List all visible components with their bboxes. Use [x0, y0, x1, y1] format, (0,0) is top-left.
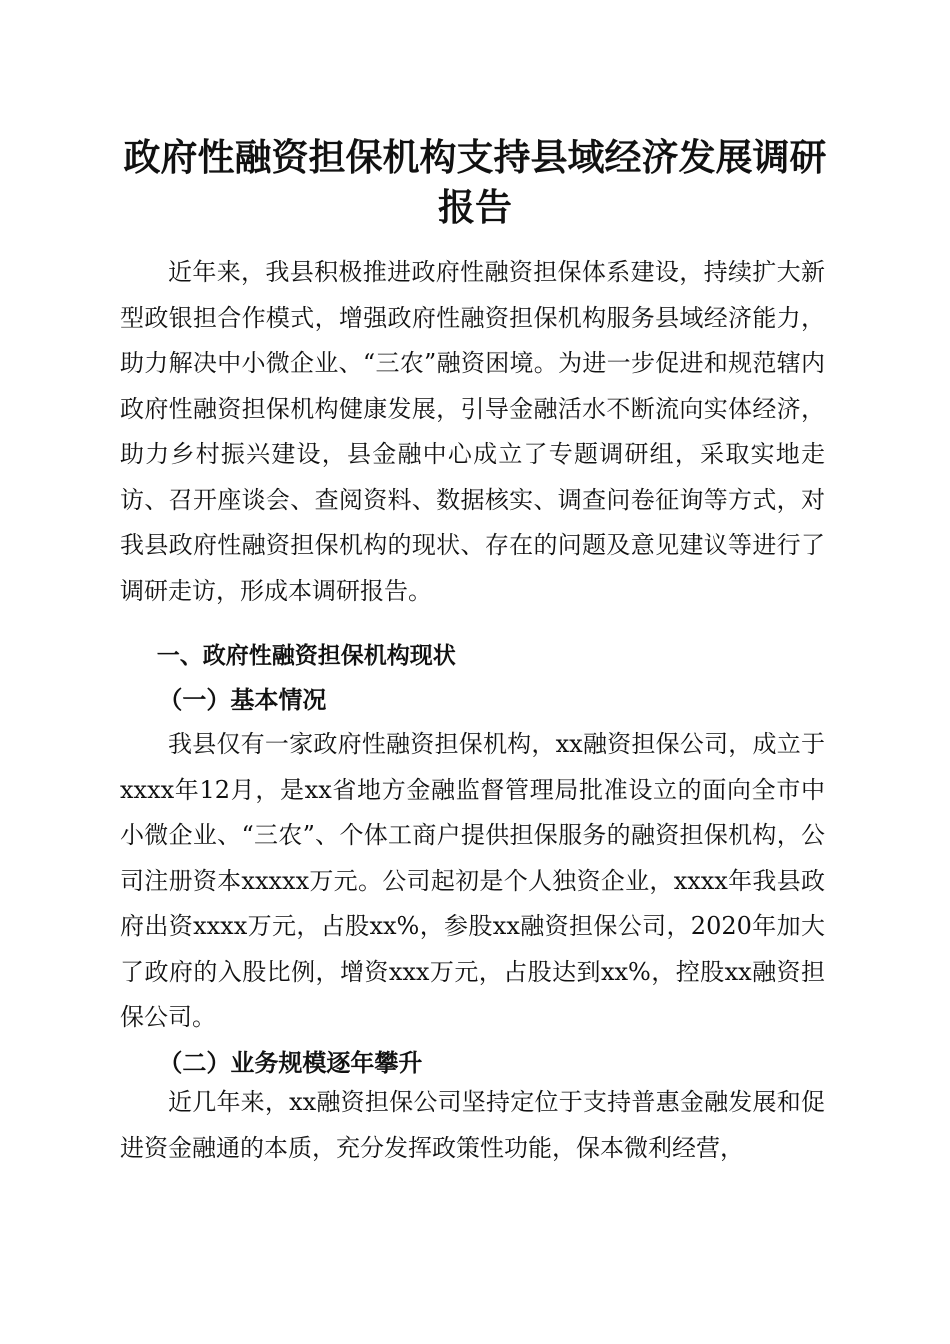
- subsection-2-paragraph: 近几年来，xx融资担保公司坚持定位于支持普惠金融发展和促进资金融通的本质，充分发挥政策性功能，保本微利经营，: [120, 1088, 825, 1162]
- section-1-heading: 一、政府性融资担保机构现状: [156, 643, 456, 669]
- subsection-2-heading: （二）业务规模逐年攀升: [158, 1048, 423, 1077]
- intro-paragraph: 近年来，我县积极推进政府性融资担保体系建设，持续扩大新型政银担合作模式，增强政府性融资担保机构服务县域经济能力，助力解决中小微企业、“三农”融资困境。为进一步促进和规范辖内政府性融资担保机构健康发展，引导金融活水不断流向实体经济，助力乡村振兴建设，县金融中心成立了专题调研组，采取实地走访、召开座谈会、查阅资料、数据核实、调查问卷征询等方式，对我县政府性融资担保机构的现状、存在的问题及意见建议等进行了调研走访，形成本调研报告。: [120, 258, 825, 605]
- subsection-1-paragraph: 我县仅有一家政府性融资担保机构，xx融资担保公司，成立于xxxx年12月，是xx省地方金融监督管理局批准设立的面向全市中小微企业、“三农”、个体工商户提供担保服务的融资担保机构，公司注册资本xxxxx万元。公司起初是个人独资企业，xxxx年我县政府出资xxxx万元，占股xx%，参股xx融资担保公司，2020年加大了政府的入股比例，增资xxx万元，占股达到xx%，控股xx融资担保公司。: [120, 730, 825, 1031]
- subsection-1-heading: （一）基本情况: [158, 685, 327, 714]
- document-title: 政府性融资担保机构支持县域经济发展调研报告: [123, 135, 827, 229]
